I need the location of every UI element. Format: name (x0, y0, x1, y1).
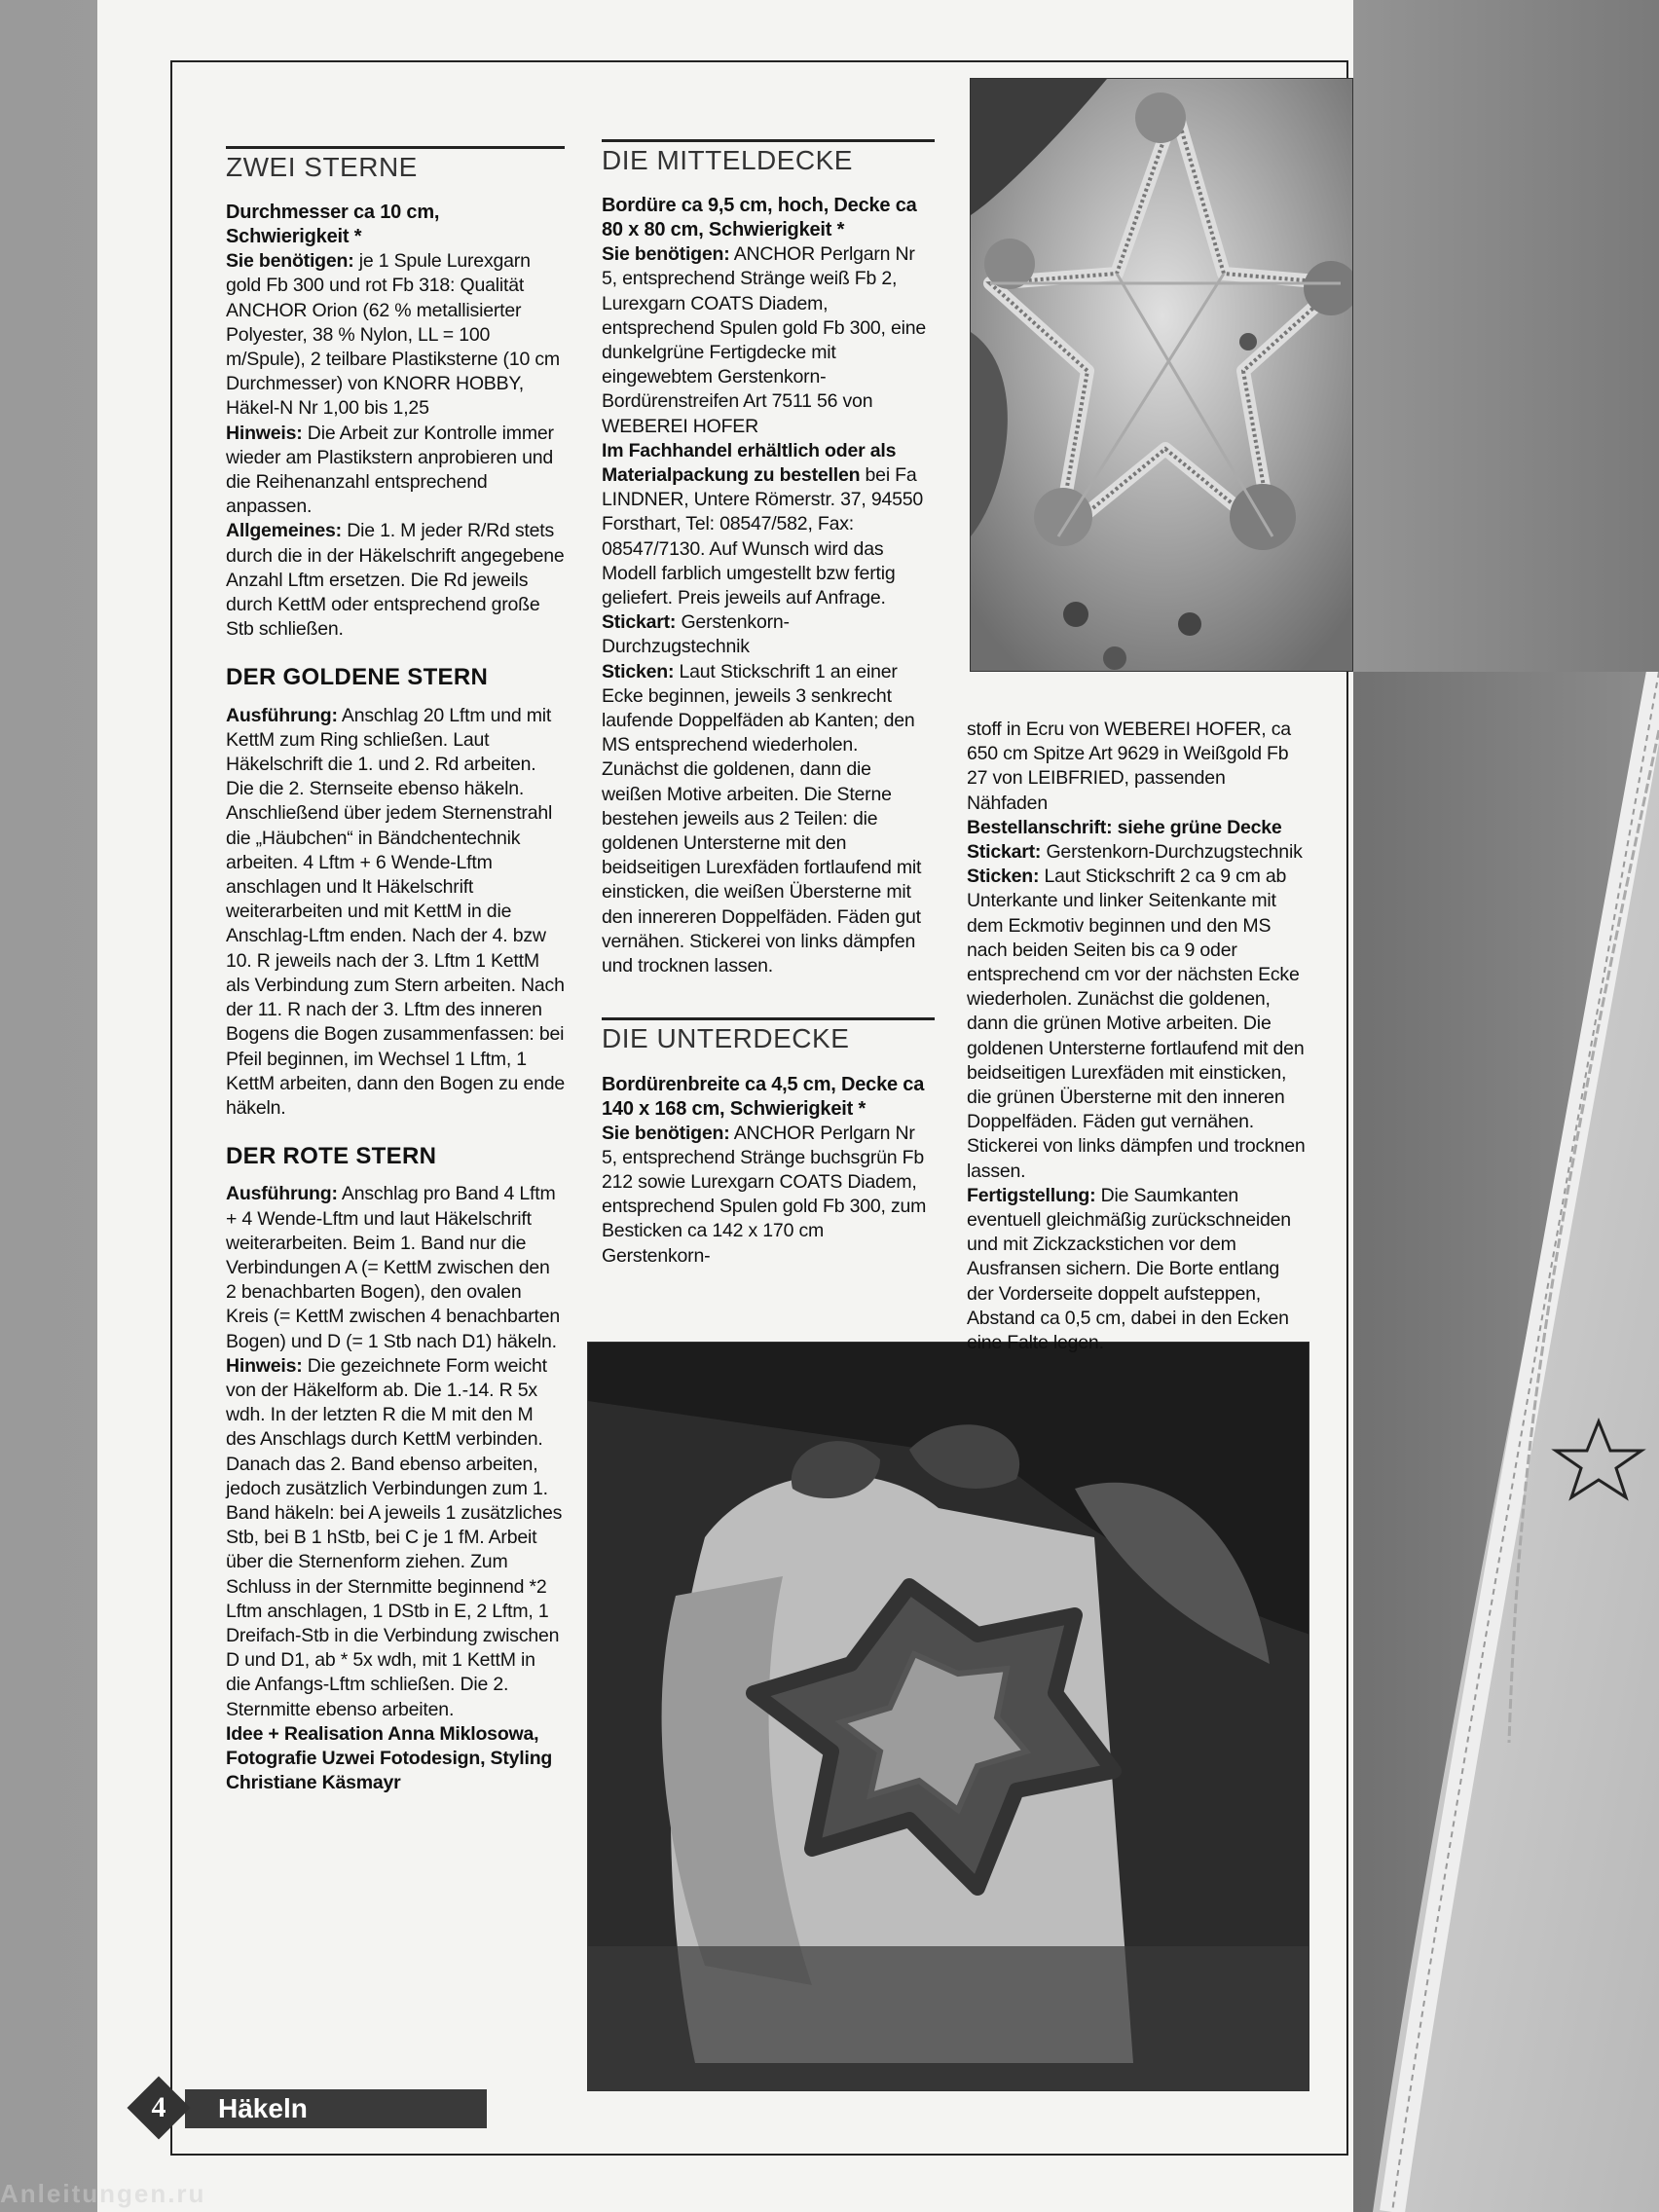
allgemeines-paragraph (226, 519, 565, 642)
col3-stickart-text: Gerstenkorn-Durchzugstechnik (1041, 841, 1303, 864)
hinweis-text: Die Arbeit zur Kontrolle immer wieder am Plastikstern anprobieren und die Reihenanzahl entsprechend anpassen. (226, 422, 554, 518)
label-sie-benoetigen-3: Sie benötigen: (602, 1122, 730, 1144)
label-ausfuehrung-rot: Ausführung: (226, 1183, 338, 1205)
section-name: Häkeln (218, 2093, 308, 2123)
label-sie-benoetigen-2: Sie benötigen: (602, 243, 730, 266)
label-stickart: Stickart: (602, 611, 677, 634)
red-star-photo (587, 1342, 1309, 2091)
label-fachhandel: Im Fachhandel erhältlich oder als Materialpackung zu bestellen (602, 439, 897, 487)
stickart-paragraph (602, 610, 935, 659)
goldene-stern-text: Anschlag 20 Lftm und mit KettM zum Ring schließen. Laut Häkelschrift die 1. und 2. Rd arbeiten. Die die 2. Sternseite ebenso häkeln. Anschließend über jedem Sternenstrahl die „Häubchen“ in Bändchentechnik arbeiten. 4 Lftm + 6 Wende-Lftm anschlagen und lt Häkelschrift weiterarbeiten und mit KettM in die Anschlag-Lftm enden. Nach der 4. bzw 10. R jeweils nach der 3. Lftm 1 KettM als Verbindung zum Stern arbeiten. Nach der 11. R nach der 3. Lftm des inneren Bogens die Bogen zusammenfassen: bei Pfeil beginnen, im Wechsel 1 Lftm, 1 KettM arbeiten, dann den Bogen zu ende häkeln. (226, 704, 565, 1119)
column-3 (967, 718, 1309, 1355)
materials-paragraph (226, 249, 565, 421)
fertigstellung-text: Die Saumkanten eventuell gleichmäßig zurückschneiden und mit Zickzackstichen vor dem Ausfransen sichern. Die Borte entlang der Vorderseite doppelt aufsteppen, Abstand ca 0,5 cm, dabei in den Ecken eine Falte legen. (967, 1184, 1291, 1354)
label-hinweis: Hinweis: (226, 422, 303, 444)
materials-text: je 1 Spule Lurexgarn gold Fb 300 und rot Fb 318: Qualität ANCHOR Orion (62 % metallisierter Polyester, 38 % Nylon, LL = 100 m/Spule), 2 teilbare Plastiksterne (10 cm Durchmesser) von KNORR HOBBY, Häkel-N Nr 1,00 bis 1,25 (226, 250, 560, 420)
label-stickart-3: Stickart: (967, 841, 1042, 864)
sticken-paragraph (602, 660, 935, 979)
heading-mitteldecke: DIE MITTELDECKE (602, 139, 935, 172)
fachhandel-paragraph (602, 439, 935, 610)
rote-stern-text-2: Die gezeichnete Form weicht von der Häkelform ab. Die 1.-14. R 5x wdh. In der letzten R die M mit den M des Anschlags durch KettM verbinden. Danach das 2. Band ebenso arbeiten, jedoch zusätzlich Verbindungen zum 1. Band häkeln: bei A jeweils 1 zusätzliches Stb, bei B 1 hStb, bei C je 1 fM. Arbeit über die Sternenform ziehen. Zum Schluss in der Sternmitte beginnend *2 Lftm anschlagen, 1 DStb in E, 2 Lftm, 1 Dreifach-Stb in die Verbindung zwischen D und D1, ab * 5x wdh, mit 1 KettM in die Anfangs-Lftm schließen. Die 2. Sternmitte ebenso arbeiten. (226, 1354, 563, 1720)
label-allgemeines: Allgemeines: (226, 520, 342, 542)
goldene-stern-paragraph (226, 704, 565, 1121)
heading-unterdecke: DIE UNTERDECKE (602, 1017, 935, 1051)
heading-goldene-stern: DER GOLDENE STERN (226, 664, 489, 691)
col3-materials-text: stoff in Ecru von WEBEREI HOFER, ca 650 cm Spitze Art 9629 in Weißgold Fb 27 von LEIBFRIED, passenden Nähfaden (967, 719, 1291, 814)
page-number-badge (127, 2076, 190, 2139)
mitteldecke-subtitle: Bordüre ca 9,5 cm, hoch, Decke ca 80 x 80 cm, Schwierigkeit * (602, 195, 917, 241)
fachhandel-text: bei Fa LINDNER, Untere Römerstr. 37, 94550 Forsthart, Tel: 08547/582, Fax: 08547/7130. Auf Wunsch wird das Modell farblich umgestellt bzw fertig geliefert. Preis jeweils auf Anfrage. (602, 464, 924, 609)
hinweis-paragraph (226, 422, 565, 520)
allgemeines-text: Die 1. M jeder R/Rd stets durch die in der Häkelschrift angegebene Anzahl Lftm ersetzen. Die Rd jeweils durch KettM oder entsprechend große Stb schließen. (226, 520, 565, 641)
label-ausfuehrung: Ausführung: (226, 704, 338, 726)
label-fertigstellung: Fertigstellung: (967, 1184, 1096, 1206)
col3-sticken-paragraph (967, 865, 1309, 1184)
fertigstellung-paragraph (967, 1184, 1309, 1355)
label-hinweis-rot: Hinweis: (226, 1354, 303, 1377)
column-1 (226, 146, 565, 1795)
label-sie-benoetigen: Sie benötigen: (226, 250, 354, 273)
unter-materials-paragraph (602, 1122, 935, 1269)
heading-rote-stern: DER ROTE STERN (226, 1143, 437, 1170)
rote-stern-text-1: Anschlag pro Band 4 Lftm + 4 Wende-Lftm und laut Häkelschrift weiterarbeiten. Beim 1. Band nur die Verbindungen A (= KettM zwischen den 2 benachbarten Bogen), den ovalen Kreis (= KettM zwischen 4 benachbarten Bogen) und D (= 1 Stb nach D1) häkeln. (226, 1183, 561, 1352)
section-label (185, 2089, 487, 2128)
unterdecke-subtitle: Bordürenbreite ca 4,5 cm, Decke ca 140 x 168 cm, Schwierigkeit * (602, 1073, 925, 1120)
sticken-text: Laut Stickschrift 1 an einer Ecke beginnen, jeweils 3 senkrecht laufende Doppelfäden ab Kanten; den MS entsprechend wiederholen. Zunächst die goldenen, dann die weißen Motive arbeiten. Die Sterne bestehen jeweils aus 2 Teilen: die goldenen Untersterne mit den beidseitigen Lurexfäden fortlaufend mit einsticken, die weißen Übersterne mit den innereren Doppelfäden. Fäden gut vernähen. Stickerei von links dämpfen und trocknen lassen. (602, 660, 922, 977)
page-footer (136, 2083, 350, 2134)
mittel-materials-paragraph (602, 242, 935, 439)
page-number: 4 (151, 2091, 166, 2123)
stickart-text: Gerstenkorn-Durchzugstechnik (602, 611, 790, 658)
col3-sticken-text: Laut Stickschrift 2 ca 9 cm ab Unterkante und linker Seitenkante mit dem Eckmotiv beginnen und den MS nach beiden Seiten bis ca 9 oder entsprechend cm vor der nächsten Ecke wiederholen. Zunächst die goldenen, dann die grünen Motive arbeiten. Die goldenen Untersterne fortlaufend mit den beidseitigen Lurexfäden mit einsticken, die grünen Übersterne mit den inneren Doppelfäden. Fäden gut vernähen. Stickerei von links dämpfen und trocknen lassen. (967, 866, 1306, 1182)
label-sticken-3: Sticken: (967, 866, 1040, 888)
gold-star-photo (970, 78, 1353, 672)
zwei-sterne-subtitle: Durchmesser ca 10 cm, Schwierigkeit * (226, 202, 440, 248)
heading-zwei-sterne: ZWEI STERNE (226, 146, 565, 179)
col3-stickart-paragraph (967, 840, 1309, 865)
tablecloth-photo (1334, 672, 1659, 2212)
mittel-materials-text: ANCHOR Perlgarn Nr 5, entsprechend Stränge weiß Fb 2, Lurexgarn COATS Diadem, entsprechend Spulen gold Fb 300, eine dunkelgrüne Fertigdecke mit eingewebtem Gerstenkorn-Bordürenstreifen Art 7511 56 von WEBEREI HOFER (602, 243, 927, 437)
rote-stern-paragraph (226, 1182, 565, 1721)
column-2 (602, 139, 935, 1269)
credits: Idee + Realisation Anna Miklosowa, Fotografie Uzwei Fotodesign, Styling Christiane Käsmayr (226, 1722, 553, 1794)
bestellanschrift: Bestellanschrift: siehe grüne Decke (967, 816, 1282, 838)
watermark: Anleitungen.ru (0, 2179, 206, 2208)
label-sticken: Sticken: (602, 660, 675, 682)
unter-materials-text: ANCHOR Perlgarn Nr 5, entsprechend Stränge buchsgrün Fb 212 sowie Lurexgarn COATS Diadem, entsprechend Spulen gold Fb 300, zum Besticken ca 142 x 170 cm Gerstenkorn- (602, 1122, 927, 1267)
